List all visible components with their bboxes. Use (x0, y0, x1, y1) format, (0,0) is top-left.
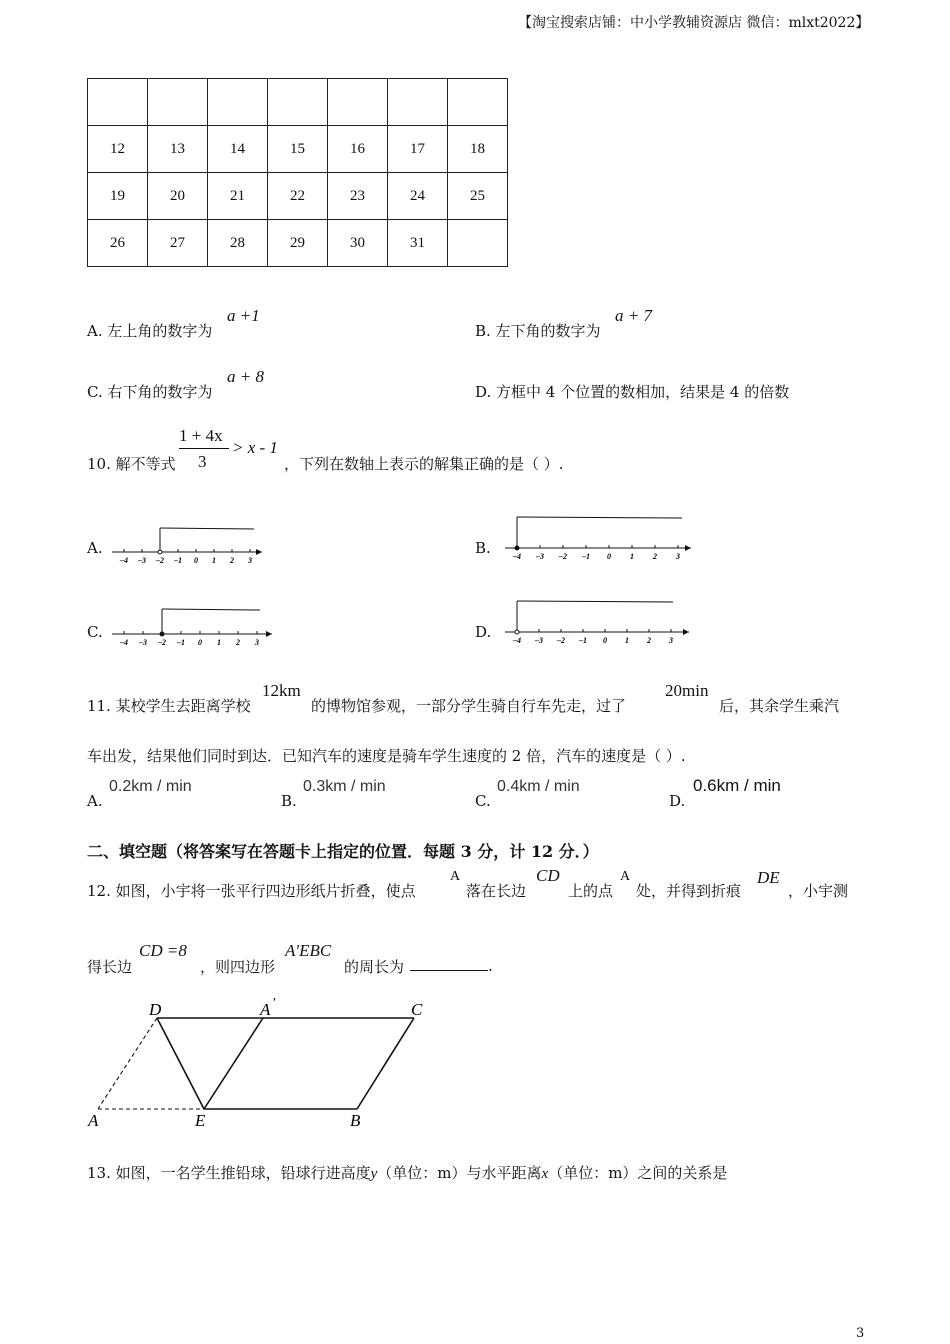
q10-numerator: 1 + 4x (179, 426, 223, 445)
q11-option-c-value: 0.4km / min (497, 778, 580, 795)
calendar-cell: 15 (268, 126, 328, 173)
solution-ray (162, 609, 260, 610)
q12-cd: CD (536, 866, 560, 885)
tick-label: –2 (559, 552, 567, 561)
tick-label: 2 (230, 556, 234, 564)
calendar-cell: 19 (88, 173, 148, 220)
calendar-cell (448, 79, 508, 126)
tick-label: –1 (582, 552, 590, 561)
q9-option-d: D. 方框中 4 个位置的数相加，结果是 4 的倍数 (475, 383, 790, 401)
calendar-cell: 26 (88, 220, 148, 267)
tick-label: 0 (607, 552, 611, 561)
calendar-cell: 16 (328, 126, 388, 173)
q10-option-a-numberline (112, 522, 272, 564)
fig-label-a-prime: A (260, 1000, 271, 1019)
fraction-bar (179, 448, 229, 449)
tick-label: –1 (177, 638, 185, 647)
q11-option-b-letter: B. (281, 792, 297, 810)
tick-label: –2 (158, 638, 166, 647)
q12-answer-blank: . (410, 956, 493, 975)
q13-text: 13. 如图，一名学生推铅球，铅球行进高度y（单位：m）与水平距离x（单位：m）之间的关系是 (87, 1164, 728, 1182)
tick-label: –3 (536, 552, 544, 561)
q10-option-d-numberline (505, 596, 695, 647)
calendar-cell: 12 (88, 126, 148, 173)
calendar-cell (88, 79, 148, 126)
tick-label: 3 (248, 556, 252, 564)
solution-ray (517, 601, 673, 602)
q9-option-c: C. 右下角的数字为 (87, 383, 213, 401)
q12-line2-c: 的周长为 (344, 958, 405, 976)
calendar-cell: 17 (388, 126, 448, 173)
page-number: 3 (856, 1326, 865, 1341)
section-2-heading: 二、填空题（将答案写在答题卡上指定的位置．每题 3 分，计 12 分．） (87, 842, 599, 861)
calendar-cell: 27 (148, 220, 208, 267)
calendar-cell (388, 79, 448, 126)
calendar-cell: 30 (328, 220, 388, 267)
tick-label: –4 (120, 556, 128, 564)
q12-line2-a: 得长边 (87, 958, 133, 976)
tick-label: 1 (625, 636, 629, 645)
fig-label-d: D (149, 1000, 162, 1019)
q12-parallelogram-figure (80, 995, 440, 1135)
fig-label-b: B (350, 1111, 361, 1130)
q12-cd-eq: CD =8 (139, 941, 187, 960)
q11-option-b-value: 0.3km / min (303, 778, 386, 795)
calendar-cell: 14 (208, 126, 268, 173)
calendar-row (88, 79, 508, 126)
tick-label: 0 (198, 638, 202, 647)
calendar-cell (208, 79, 268, 126)
q11-option-c-letter: C. (475, 792, 491, 810)
tick-label: 3 (676, 552, 680, 561)
q9-option-c-expr: a + 8 (227, 367, 264, 386)
calendar-table (87, 78, 508, 267)
tick-label: –1 (174, 556, 182, 564)
tick-label: –3 (139, 638, 147, 647)
fig-label-prime-mark: ′ (273, 996, 277, 1011)
q12-text-3: 上的点 (568, 882, 614, 900)
q10-option-b-numberline (505, 512, 700, 564)
calendar-cell: 23 (328, 173, 388, 220)
calendar-cell (328, 79, 388, 126)
fig-label-c: C (411, 1000, 423, 1019)
q10-option-c-numberline (112, 603, 280, 647)
axis-arrow (683, 629, 689, 635)
q11-distance: 12km (262, 681, 301, 700)
tick-label: –4 (513, 636, 521, 645)
tick-label: 0 (194, 556, 198, 564)
closed-dot (160, 632, 164, 636)
calendar-cell: 13 (148, 126, 208, 173)
q12-text-5: ，小宇测 (788, 882, 849, 900)
q9-option-b-expr: a + 7 (615, 306, 652, 325)
axis-arrow (685, 545, 691, 551)
q11-time: 20min (665, 681, 709, 700)
tick-label: 2 (653, 552, 657, 561)
q11-text-2: 的博物馆参观，一部分学生骑自行车先走，过了 (311, 697, 627, 715)
tick-label: –2 (557, 636, 565, 645)
tick-label: 2 (647, 636, 651, 645)
q10-prefix: 10. 解不等式 (87, 455, 176, 473)
q12-point-a2: A (620, 869, 631, 884)
solution-ray (517, 517, 682, 518)
q11-option-a-letter: A. (87, 792, 103, 810)
calendar-cell (148, 79, 208, 126)
tick-label: 3 (255, 638, 259, 647)
tick-label: 3 (669, 636, 673, 645)
q11-text-line2: 车出发，结果他们同时到达．已知汽车的速度是骑车学生速度的 2 倍，汽车的速度是（ ）. (87, 747, 686, 765)
solution-ray (160, 528, 254, 529)
header-note: 【淘宝搜索店铺：中小学教辅资源店 微信：mlxt2022】 (518, 15, 870, 31)
tick-label: –4 (513, 552, 521, 561)
q10-suffix: ，下列在数轴上表示的解集正确的是（ ）. (284, 455, 564, 473)
calendar-cell (448, 220, 508, 267)
closed-dot (515, 546, 519, 550)
q10-option-d-letter: D. (475, 623, 492, 641)
tick-label: –3 (138, 556, 146, 564)
tick-label: –1 (579, 636, 587, 645)
calendar-row (88, 173, 508, 220)
tick-label: 1 (630, 552, 634, 561)
q12-point-a: A (450, 869, 461, 884)
calendar-cell: 31 (388, 220, 448, 267)
q10-option-a-letter: A. (87, 539, 103, 557)
calendar-cell: 18 (448, 126, 508, 173)
q12-quad: A′EBC (285, 941, 332, 960)
q9-option-b: B. 左下角的数字为 (475, 322, 601, 340)
axis-arrow (256, 549, 262, 555)
tick-label: 1 (212, 556, 216, 564)
q12-line2-b: ，则四边形 (200, 958, 276, 976)
calendar-cell: 20 (148, 173, 208, 220)
calendar-cell (268, 79, 328, 126)
tick-label: –3 (535, 636, 543, 645)
q9-option-a: A. 左上角的数字为 (87, 322, 213, 340)
q11-text-3: 后，其余学生乘汽 (719, 697, 840, 715)
q12-text-2: 落在长边 (466, 882, 527, 900)
q10-denominator: 3 (198, 452, 207, 471)
q11-option-d-value: 0.6km / min (693, 776, 781, 795)
q11-option-a-value: 0.2km / min (109, 778, 192, 795)
calendar-row (88, 126, 508, 173)
tick-label: –2 (156, 556, 164, 564)
open-dot (515, 630, 519, 634)
fig-label-a: A (88, 1111, 99, 1130)
q10-rhs: > x - 1 (232, 438, 278, 457)
axis-arrow (266, 631, 272, 637)
q11-text-1: 11. 某校学生去距离学校 (87, 697, 251, 715)
q12-text-1: 12. 如图，小宇将一张平行四边形纸片折叠，使点 (87, 882, 416, 900)
calendar-cell: 22 (268, 173, 328, 220)
q12-text-4: 处，并得到折痕 (636, 882, 742, 900)
tick-label: 2 (236, 638, 240, 647)
fig-label-e: E (195, 1111, 206, 1130)
q10-option-c-letter: C. (87, 623, 103, 641)
q12-de: DE (757, 868, 780, 887)
calendar-cell: 24 (388, 173, 448, 220)
calendar-cell: 29 (268, 220, 328, 267)
q9-option-a-expr: a +1 (227, 306, 260, 325)
calendar-cell: 28 (208, 220, 268, 267)
tick-label: –4 (120, 638, 128, 647)
calendar-row (88, 220, 508, 267)
calendar-cell: 25 (448, 173, 508, 220)
tick-label: 1 (217, 638, 221, 647)
open-dot (158, 550, 162, 554)
q11-option-d-letter: D. (669, 792, 686, 810)
calendar-cell: 21 (208, 173, 268, 220)
tick-label: 0 (603, 636, 607, 645)
q10-option-b-letter: B. (475, 539, 491, 557)
